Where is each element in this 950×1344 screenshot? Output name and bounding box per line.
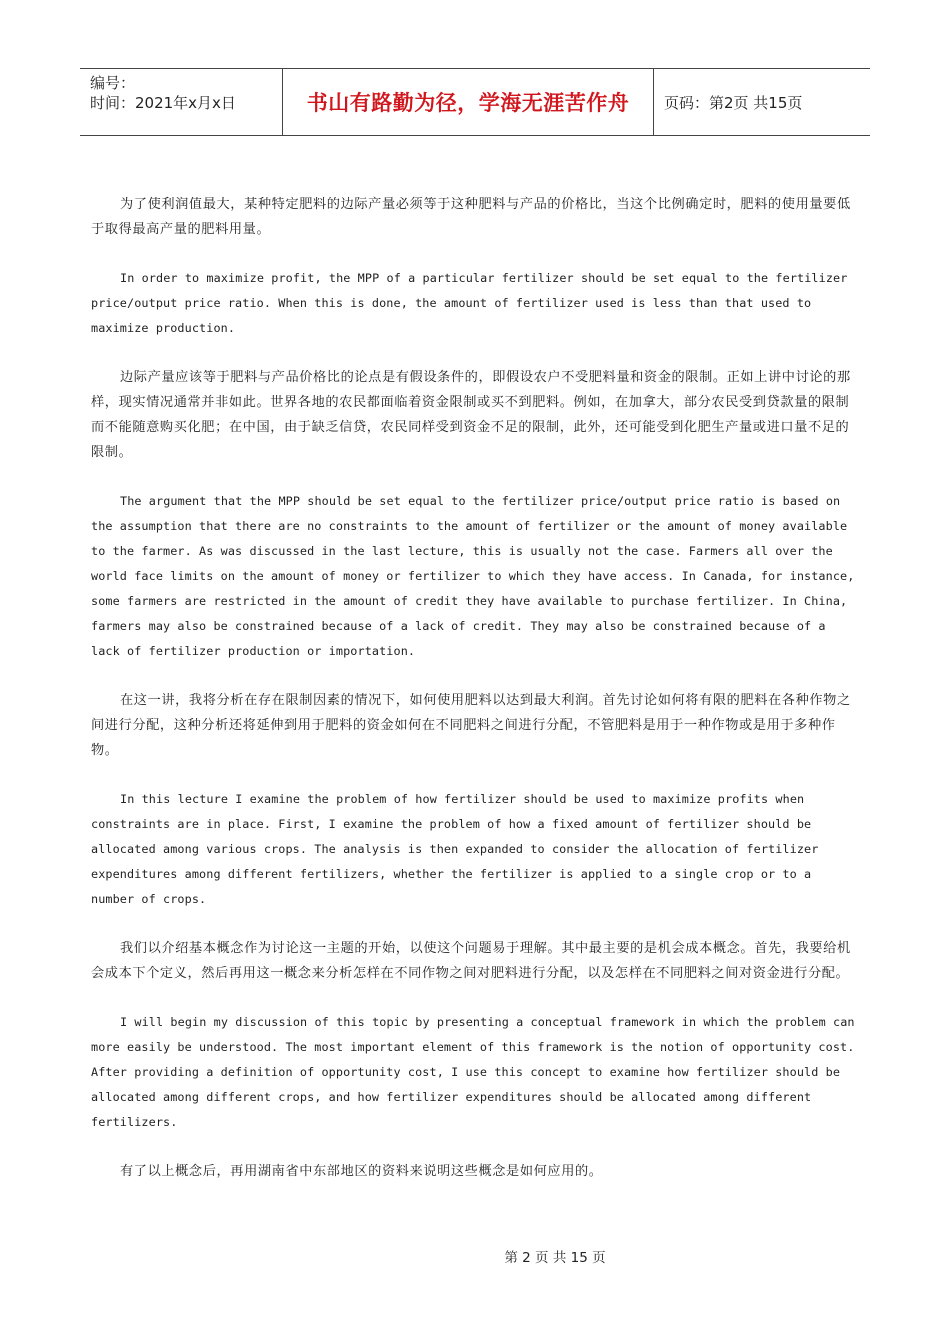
paragraph-zh-4: 我们以介绍基本概念作为讨论这一主题的开始，以使这个问题易于理解。其中最主要的是机会成本概念。首先，我要给机会成本下个定义，然后再用这一概念来分析怎样在不同作物之间对肥料进行分配，以及怎样在不同肥料之间对资金进行分配。 <box>91 941 851 981</box>
time-label: 时间：2021年x月x日 <box>90 94 236 112</box>
header-motto-cell <box>282 69 654 135</box>
motto-text: 书山有路勤为径，学海无涯苦作舟 <box>306 91 630 115</box>
page-label: 页码：第2页 共15页 <box>664 93 803 112</box>
header-page-cell <box>654 69 870 135</box>
paragraph-zh-2: 边际产量应该等于肥料与产品价格比的论点是有假设条件的，即假设农户不受肥料量和资金的限制。正如上讲中讨论的那样，现实情况通常并非如此。世界各地的农民都面临着资金限制或买不到肥料。例如，在加拿大，部分农民受到贷款量的限制而不能随意购买化肥；在中国，由于缺乏信贷，农民同样受到资金不足的限制，此外，还可能受到化肥生产量或进口量不足的限制。 <box>91 370 851 460</box>
document-header <box>80 68 870 136</box>
paragraph-en-4: I will begin my discussion of this topic by presenting a conceptual framework in which the problem can more easily be understood. The most important element of this framework is the notion of opportunity cost. After providing a definition of opportunity cost, I use this concept to examine how fertilizer should be allocated among different crops, and how fertilizer expenditures should be allocated among different fertilizers. <box>91 1015 855 1129</box>
document-body <box>91 192 861 1208</box>
page-footer <box>0 1246 950 1266</box>
paragraph-en-1: In order to maximize profit, the MPP of a particular fertilizer should be set equal to the fertilizer price/output price ratio. When this is done, the amount of fertilizer used is less than that used to maximize production. <box>91 271 848 335</box>
paragraph-zh-1: 为了使利润值最大，某种特定肥料的边际产量必须等于这种肥料与产品的价格比，当这个比例确定时，肥料的使用量要低于取得最高产量的肥料用量。 <box>91 197 851 237</box>
paragraph-zh-3: 在这一讲，我将分析在存在限制因素的情况下，如何使用肥料以达到最大利润。首先讨论如何将有限的肥料在各种作物之间进行分配，这种分析还将延伸到用于肥料的资金如何在不同肥料之间进行分配，不管肥料是用于一种作物或是用于多种作物。 <box>91 693 851 758</box>
header-meta <box>80 69 282 135</box>
paragraph-zh-5: 有了以上概念后，再用湖南省中东部地区的资料来说明这些概念是如何应用的。 <box>120 1164 603 1179</box>
number-label: 编号： <box>90 74 136 92</box>
paragraph-en-3: In this lecture I examine the problem of how fertilizer should be used to maximize profits when constraints are in place. First, I examine the problem of how a fixed amount of fertilizer should be allocated among various crops. The analysis is then expanded to consider the allocation of fertilizer expenditures among different fertilizers, whether the fertilizer is applied to a single crop or to a number of crops. <box>91 792 819 906</box>
footer-page-number: 第 2 页 共 15 页 <box>504 1250 606 1266</box>
paragraph-en-2: The argument that the MPP should be set equal to the fertilizer price/output price ratio is based on the assumption that there are no constraints to the amount of fertilizer or the amount of money available to the farmer. As was discussed in the last lecture, this is usually not the case. Farmers all over the world face limits on the amount of money or fertilizer to which they have access. In Canada, for instance, some farmers are restricted in the amount of credit they have available to purchase fertilizer. In China, farmers may also be constrained because of a lack of credit. They may also be constrained because of a lack of fertilizer production or importation. <box>91 494 855 658</box>
